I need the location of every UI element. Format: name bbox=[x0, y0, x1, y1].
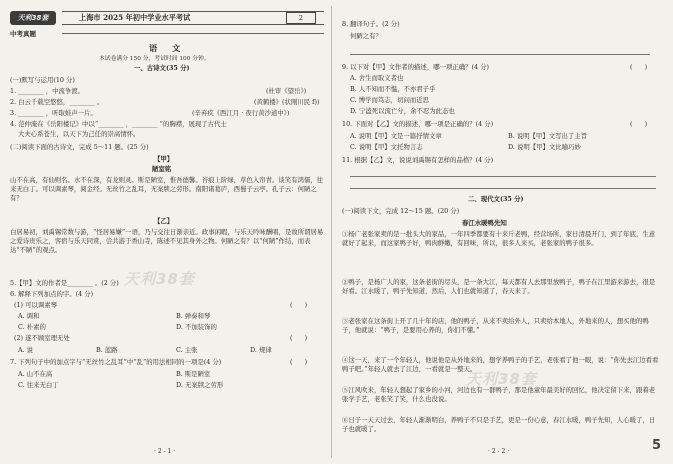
header-divider bbox=[62, 33, 324, 34]
question-4-line1: 4. 范仲淹在《岳阳楼记》中以“________ ，________ ”的胸襟，展现了古代士 bbox=[10, 120, 227, 128]
article-paragraph-6: ⑥日子一天天过去，年轻人渐渐明白，养鸭子不只是手艺，更是一份心意，春江水暖，鸭子先知，人心暖了，日子也就暖了。 bbox=[342, 416, 656, 434]
passage-yi-label: 【乙】 bbox=[154, 217, 174, 225]
question-5: 5.【甲】文的作者是________ 。(2 分) bbox=[10, 279, 119, 287]
option-7d: D. 无案牍之劳形 bbox=[176, 381, 224, 389]
article-paragraph-3: ③老张家在这条街上开了几十年的店，他的鸭子，从来不卖给外人，只卖给本地人，外地来的人，想买他的鸭子，他就说：“鸭子，是要用心养的，你们不懂。” bbox=[342, 317, 649, 335]
answer-bracket: ( ) bbox=[290, 358, 308, 366]
option-6-2c: C. 主张 bbox=[176, 346, 198, 354]
question-1: 1. ________ ，中流争渡。 bbox=[10, 87, 85, 95]
part-c-heading: (一)阅读下文，完成 12～15 题。(20 分) bbox=[342, 207, 460, 215]
brand-logo: 天利38套 bbox=[10, 11, 56, 25]
part-a-heading: (一)默写与运用(10 分) bbox=[10, 76, 75, 84]
passage-jia-label: 【甲】 bbox=[154, 155, 174, 163]
option-7b: B. 斯是陋室 bbox=[176, 370, 211, 378]
option-7a: A. 山不在高 bbox=[18, 370, 53, 378]
page-gutter bbox=[331, 6, 332, 458]
question-8: 8. 翻译句子。(2 分) bbox=[342, 20, 400, 28]
header-subtitle: 中考真题 bbox=[10, 30, 36, 38]
option-6-2a: A. 说 bbox=[18, 346, 34, 354]
corner-page-number: 5 bbox=[652, 438, 662, 453]
question-9: 9. 以下对【甲】文作者的描述，哪一项正确？(4 分) bbox=[342, 63, 490, 71]
question-2-source: (黄鹤楼》(状刚川民 f)) bbox=[254, 98, 320, 106]
option-9a: A. 舍生而取义者也 bbox=[350, 74, 404, 82]
right-page bbox=[338, 6, 664, 458]
question-1-source: (杜审《望岳》) bbox=[266, 87, 307, 95]
option-7c: C. 往来无白丁 bbox=[18, 381, 59, 389]
option-9c: C. 博学而笃志，切问而近思 bbox=[350, 96, 430, 104]
answer-bracket: ( ) bbox=[630, 120, 648, 128]
answer-bracket: ( ) bbox=[630, 63, 648, 71]
part-b-heading: (二)阅读下面的古诗文，完成 5～11 题。(25 分) bbox=[10, 143, 149, 151]
question-3: 3. ________ ，听取蛙声一片。 bbox=[10, 109, 97, 117]
option-6-2d: D. 规律 bbox=[250, 346, 272, 354]
option-10d: D. 说明【甲】文比喻巧妙 bbox=[508, 143, 581, 151]
article-title: 春江水暖鸭先知 bbox=[462, 219, 507, 227]
watermark: 天利38套 bbox=[466, 370, 537, 388]
section1-title: 一、古诗文(35 分) bbox=[134, 64, 190, 72]
question-6-1: (1) 可以调素琴 bbox=[14, 301, 58, 309]
question-3-source: (辛弃疾《西江月 · 夜行黄沙道中》) bbox=[192, 109, 290, 117]
option-9d: D. 宁溘死以流亡兮，余不忍为此态也 bbox=[350, 107, 455, 115]
option-6-2b: B. 蓝路 bbox=[96, 346, 118, 354]
option-10b: B. 说明【甲】文写出了主旨 bbox=[508, 132, 588, 140]
option-6-1a: A. 调和 bbox=[18, 312, 40, 320]
question-2: 2. 白云千载空悠悠，________ 。 bbox=[10, 98, 104, 106]
article-paragraph-2: ②鸭子，是杨广人的家，这条老街的尽头，是一条大江，每天都有人去那里放鸭子，鸭子在江里游来游去，很是好看。江水暖了，鸭子先知道，然后，人们也就知道了，春天来了。 bbox=[342, 278, 656, 296]
subject-title: 语 文 bbox=[149, 43, 187, 53]
answer-bracket: ( ) bbox=[290, 301, 308, 309]
option-10a: A. 说明【甲】文是一篇抒情文章 bbox=[350, 132, 442, 140]
question-4-line2: 大夫心系苍生，以天下为己任的崇高情怀。 bbox=[18, 130, 140, 138]
option-6-1d: D. 不加装饰的 bbox=[176, 323, 217, 331]
question-6: 6. 解释下列加点的字。(4 分) bbox=[10, 290, 94, 298]
passage-jia-title: 陋室铭 bbox=[152, 165, 172, 173]
option-9b: B. 人不知而不愠，不亦君子乎 bbox=[350, 85, 436, 93]
page-number: · 2 - 1 · bbox=[154, 448, 176, 455]
option-6-1c: C. 朴素的 bbox=[18, 323, 46, 331]
instructions: 本试卷满分 150 分，考试时间 100 分钟。 bbox=[99, 56, 210, 62]
article-paragraph-5: ⑤江风吹来，年轻人想起了家乡的小河，河边也有一群鸭子，那是他童年最美好的回忆，他决定留下来，跟着老张学手艺，老张笑了笑，什么也没说。 bbox=[342, 386, 656, 404]
left-page bbox=[4, 6, 326, 458]
question-7: 7. 下列句子中的加点字与“无丝竹之乱耳”中“乱”的用法相同的一项是(4 分) bbox=[10, 358, 222, 366]
exam-title: 上海市 2025 年初中学业水平考试 bbox=[79, 13, 191, 22]
article-paragraph-4: ④这一天，来了一个年轻人，他说他是从外地来的，想学养鸭子的手艺，老张看了他一眼，说：“你先去江边看看鸭子吧。”年轻人就去了江边，一看就是一整天。 bbox=[342, 356, 659, 374]
page-header bbox=[4, 6, 326, 42]
answer-bracket: ( ) bbox=[290, 334, 308, 342]
page-number: · 2 - 2 · bbox=[488, 448, 510, 455]
section2-title: 二、现代文(35 分) bbox=[468, 195, 524, 203]
answer-line bbox=[350, 188, 656, 189]
page-box: 2 bbox=[286, 12, 316, 24]
question-8-sentence: 何陋之有？ bbox=[350, 32, 382, 40]
answer-line bbox=[350, 176, 656, 177]
question-10: 10. 下面对【乙】文的描述，哪一项是正确的？(4 分) bbox=[342, 120, 494, 128]
passage-yi-text: 白居易初，刘禹锡常数与游，“怪居易嫌”一语，乃与交往日渐亲近。政事闲暇，与乐天吟咏酬唱，是故所谓居易之爱诗贵乐之，客宿与乐天同赏，尝共游于香山寺，陈述不见其身外之物。何陋之有？以“何陋”作结，而表达“不陋”的观点。 bbox=[10, 228, 324, 255]
article-paragraph-1: ①杨广老张家卖的是一批头大的家品，一年四季都要有十来斤老鸭，经营场所，家日清晨开门，到了年底，生意就好了起来，而这家鸭子好，鸭肉鲜嫩，有回味，所以，很多人来买，老张家的鸭子很多。 bbox=[342, 230, 656, 248]
answer-line bbox=[350, 54, 650, 55]
watermark: 天利38套 bbox=[124, 270, 195, 288]
option-10c: C. 说明【甲】文托物言志 bbox=[350, 143, 423, 151]
option-6-1b: B. 弹奏和琴 bbox=[176, 312, 211, 320]
passage-jia-text: 山不在高，有仙则名。水不在深，有龙则灵。斯是陋室，惟吾德馨。苔痕上阶绿，草色入帘青。谈笑有鸿儒，往来无白丁。可以调素琴，阅金经。无丝竹之乱耳，无案牍之劳形。南阳诸葛庐，西蜀子云亭。孔子云：何陋之有？ bbox=[10, 176, 324, 203]
question-11: 11. 根据【乙】文，说说刘禹锡有怎样的品格？(4 分) bbox=[342, 156, 494, 164]
question-6-2: (2) 遂不顾室理无处 bbox=[14, 334, 70, 342]
